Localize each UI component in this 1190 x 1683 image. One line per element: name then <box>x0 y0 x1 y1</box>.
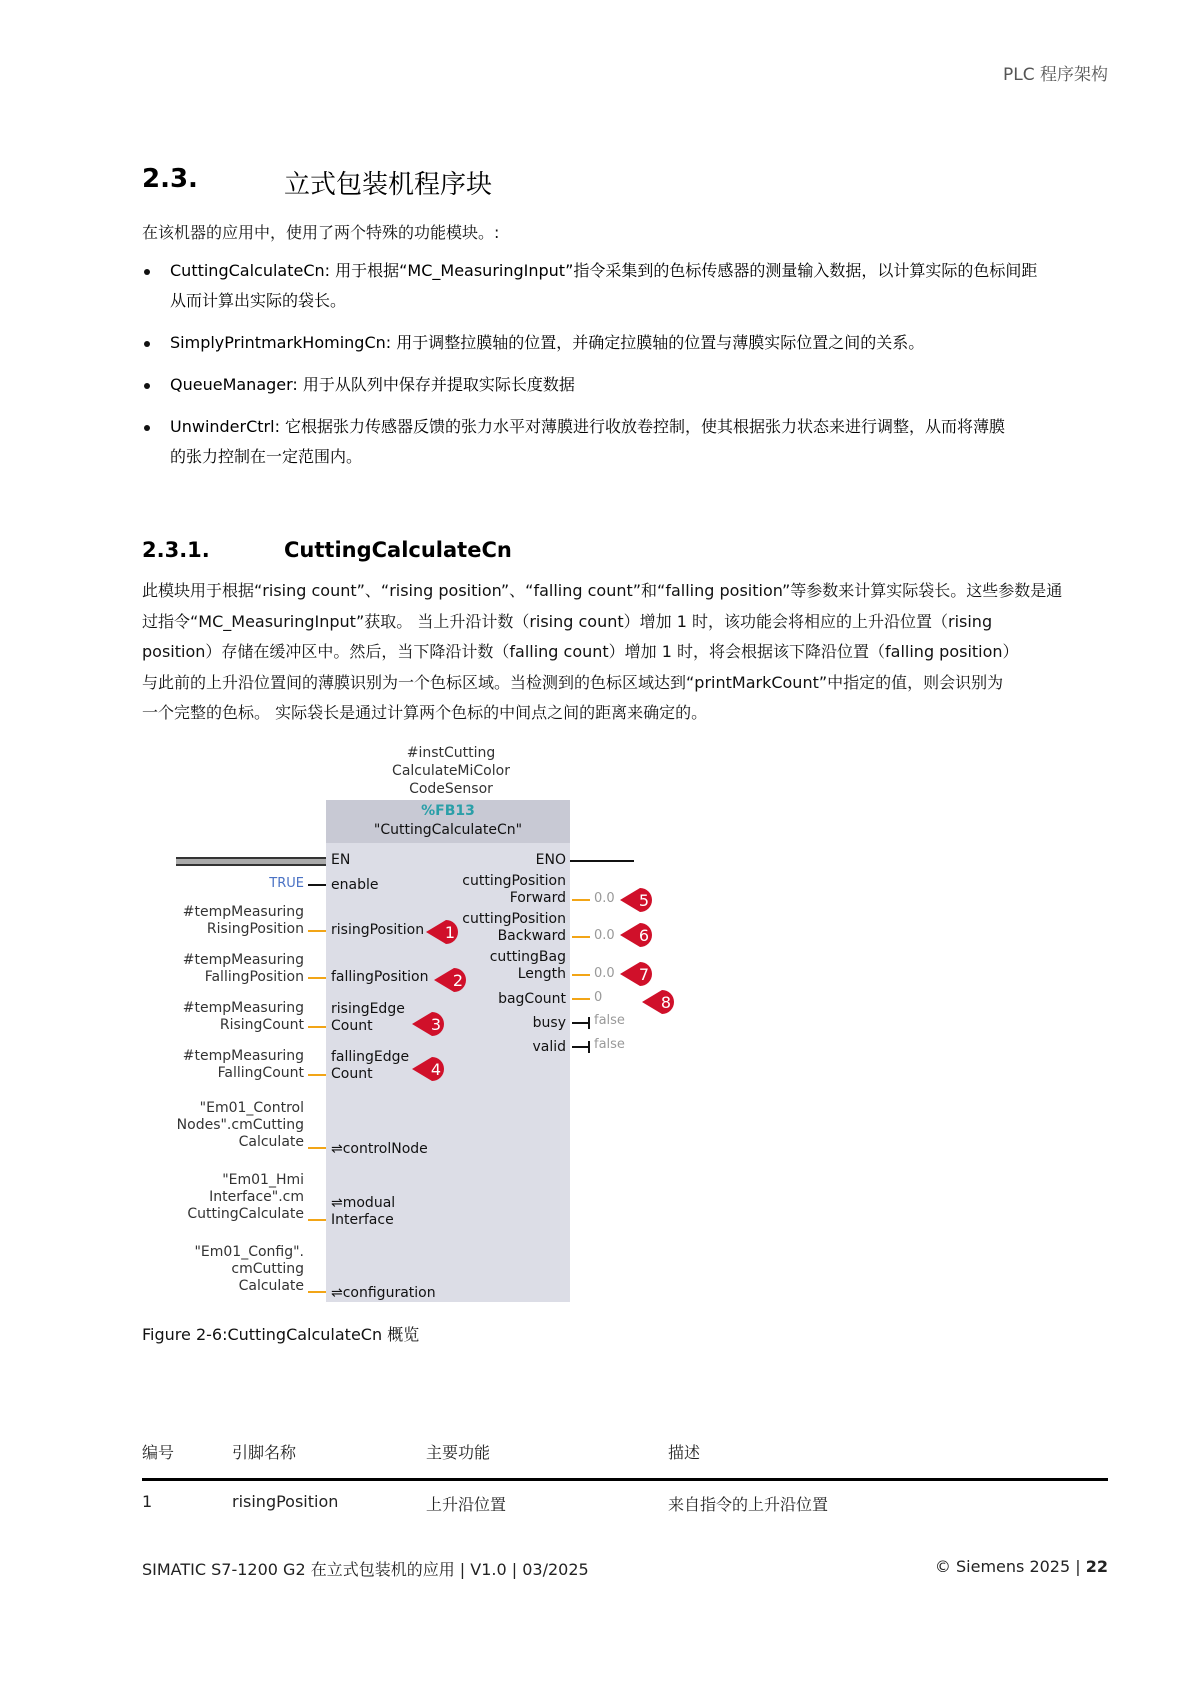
modualinterface-wire <box>308 1219 326 1221</box>
arg-line: "Em01_Hmi <box>222 1172 304 1188</box>
modualinterface-arg <box>150 1172 304 1223</box>
bagcount-wire <box>572 998 590 1000</box>
arg-line: Interface".cm <box>209 1189 304 1205</box>
callout-marker-6 <box>618 921 652 947</box>
risingedgecount-wire <box>308 1026 326 1028</box>
table-header-rule <box>142 1478 1108 1481</box>
cuttingpositionforward-wire <box>572 899 590 901</box>
footer-copyright <box>935 1557 1108 1576</box>
arg-line: FallingPosition <box>204 969 304 985</box>
controlnode-arg <box>150 1100 304 1151</box>
cuttingpositionbackward-value: 0.0 <box>594 928 615 943</box>
list-item-text: QueueManager: 用于从队列中保存并提取实际长度数据 <box>170 375 575 394</box>
pin-valid: valid <box>532 1039 566 1055</box>
paragraph-line: 一个完整的色标。 实际袋长是通过计算两个色标的中间点之间的距离来确定的。 <box>142 703 708 722</box>
fallingedgecount-wire <box>308 1074 326 1076</box>
valid-wire <box>572 1046 588 1048</box>
arg-line: Calculate <box>238 1278 304 1294</box>
cuttingbaglength-wire <box>572 974 590 976</box>
svg-text:8: 8 <box>660 993 672 1012</box>
fb-block-header <box>326 800 570 843</box>
bagcount-value: 0 <box>594 990 603 1005</box>
list-item-text: CuttingCalculateCn: 用于根据“MC_MeasuringInput”指令采集到的色标传感器的测量输入数据，以计算实际的色标间距 <box>170 261 1038 280</box>
list-item <box>142 256 1102 316</box>
pin-fallingedgecount <box>331 1049 409 1083</box>
arg-line: Calculate <box>238 1134 304 1150</box>
busy-wire-end <box>588 1017 590 1029</box>
pin-bagcount: bagCount <box>498 991 566 1007</box>
list-item <box>142 412 1102 472</box>
arg-line: CuttingCalculate <box>187 1206 304 1222</box>
configuration-arg <box>150 1244 304 1295</box>
pin-line: ⇌modual <box>331 1195 396 1211</box>
list-item-text-cont: 的张力控制在一定范围内。 <box>170 447 363 466</box>
cuttingbaglength-value: 0.0 <box>594 966 615 981</box>
subsection-number: 2.3.1. <box>142 538 210 562</box>
risingposition-arg <box>150 904 304 938</box>
arg-line: RisingCount <box>219 1017 304 1033</box>
paragraph-line: 此模块用于根据“rising count”、“rising position”、“falling count”和“falling position”等参数来计算实际袋长。这些参数是通 <box>142 581 1063 600</box>
list-item-text: SimplyPrintmarkHomingCn: 用于调整拉膜轴的位置，并确定拉膜轴的位置与薄膜实际位置之间的关系。 <box>170 333 925 352</box>
arg-line: RisingPosition <box>206 921 304 937</box>
pin-line: Forward <box>509 890 566 906</box>
pin-line: fallingEdge <box>331 1049 410 1065</box>
pin-line: cuttingPosition <box>462 873 566 889</box>
pin-risingedgecount <box>331 1001 405 1035</box>
arg-line: FallingCount <box>217 1065 304 1081</box>
pin-risingposition: risingPosition <box>331 922 425 938</box>
en-power-rail <box>176 857 326 866</box>
svg-text:6: 6 <box>638 926 650 945</box>
svg-text:1: 1 <box>444 923 456 942</box>
fb-name: "CuttingCalculateCn" <box>373 822 523 838</box>
pin-line: Count <box>331 1018 373 1034</box>
cuttingpositionbackward-wire <box>572 936 590 938</box>
arg-line: "Em01_Control <box>199 1100 304 1116</box>
table-cell-function: 上升沿位置 <box>426 1495 507 1514</box>
instance-line: #instCutting <box>406 745 496 761</box>
callout-marker-4 <box>410 1055 444 1081</box>
fallingedgecount-arg <box>150 1048 304 1082</box>
subsection-paragraph <box>142 576 1112 729</box>
table-header-pin-name: 引脚名称 <box>232 1443 297 1462</box>
running-header: PLC 程序架构 <box>1003 65 1108 85</box>
list-item-text-cont: 从而计算出实际的袋长。 <box>170 291 347 310</box>
fallingposition-arg <box>150 952 304 986</box>
arg-line: #tempMeasuring <box>182 1048 304 1064</box>
instance-line: CodeSensor <box>409 781 493 797</box>
pin-line: Backward <box>497 928 566 944</box>
cuttingpositionforward-value: 0.0 <box>594 891 615 906</box>
figure-caption: Figure 2-6:CuttingCalculateCn 概览 <box>142 1325 420 1344</box>
callout-marker-8 <box>640 988 674 1014</box>
pin-eno: ENO <box>535 852 566 868</box>
pin-en: EN <box>331 852 351 868</box>
table-cell-description: 来自指令的上升沿位置 <box>668 1495 829 1514</box>
pin-line: Length <box>517 966 566 982</box>
arg-line: #tempMeasuring <box>182 1000 304 1016</box>
subsection-title: CuttingCalculateCn <box>284 538 512 562</box>
callout-marker-1 <box>424 918 458 944</box>
pin-modualinterface <box>331 1195 395 1229</box>
controlnode-wire <box>308 1147 326 1149</box>
section-number: 2.3. <box>142 164 198 194</box>
list-item <box>142 328 1102 358</box>
table-header-function: 主要功能 <box>426 1443 491 1462</box>
section-intro: 在该机器的应用中，使用了两个特殊的功能模块。: <box>142 223 500 242</box>
svg-text:3: 3 <box>430 1015 442 1034</box>
arg-line: #tempMeasuring <box>182 904 304 920</box>
pin-cuttingpositionforward <box>440 873 566 907</box>
table-header-number: 编号 <box>142 1443 175 1462</box>
risingedgecount-arg <box>150 1000 304 1034</box>
pin-busy: busy <box>532 1015 566 1031</box>
callout-marker-3 <box>410 1010 444 1036</box>
pin-line: cuttingPosition <box>462 911 566 927</box>
svg-text:4: 4 <box>430 1060 442 1079</box>
callout-marker-5 <box>618 886 652 912</box>
arg-line: "Em01_Config". <box>194 1244 304 1260</box>
fallingposition-wire <box>308 977 326 979</box>
enable-arg: TRUE <box>269 876 304 891</box>
svg-text:5: 5 <box>638 891 650 910</box>
valid-wire-end <box>588 1041 590 1053</box>
pin-line: cuttingBag <box>489 949 566 965</box>
callout-marker-7 <box>618 960 652 986</box>
module-list <box>142 256 1102 484</box>
pin-line: risingEdge <box>331 1001 405 1017</box>
paragraph-line: position）存储在缓冲区中。然后，当下降沿计数（falling count）增加 1 时，将会根据该下降沿位置（falling position） <box>142 642 1019 661</box>
eno-wire <box>570 860 634 862</box>
instance-line: CalculateMiColor <box>392 763 510 779</box>
footer-document-info: SIMATIC S7-1200 G2 在立式包装机的应用 | V1.0 | 03/2025 <box>142 1560 589 1579</box>
table-cell-pin-name: risingPosition <box>232 1492 339 1511</box>
list-item-text: UnwinderCtrl: 它根据张力传感器反馈的张力水平对薄膜进行收放卷控制，使其根据张力状态来进行调整，从而将薄膜 <box>170 417 1006 436</box>
arg-line: Nodes".cmCutting <box>176 1117 304 1133</box>
section-title: 立式包装机程序块 <box>284 170 493 200</box>
svg-text:7: 7 <box>638 965 650 984</box>
pin-configuration: ⇌configuration <box>331 1285 436 1301</box>
table-header-description: 描述 <box>668 1443 701 1462</box>
valid-value: false <box>594 1037 625 1052</box>
enable-wire <box>308 884 326 886</box>
busy-value: false <box>594 1013 625 1028</box>
svg-text:2: 2 <box>452 971 464 990</box>
risingposition-wire <box>308 930 326 932</box>
arg-line: #tempMeasuring <box>182 952 304 968</box>
pin-line: Count <box>331 1066 373 1082</box>
callout-marker-2 <box>432 966 466 992</box>
paragraph-line: 与此前的上升沿位置间的薄膜识别为一个色标区域。当检测到的色标区域达到“printMarkCount”中指定的值，则会识别为 <box>142 672 1004 692</box>
configuration-wire <box>308 1291 326 1293</box>
pin-enable: enable <box>331 877 379 893</box>
fb-number: %FB13 <box>421 803 475 819</box>
list-item <box>142 370 1102 400</box>
paragraph-line: 过指令“MC_MeasuringInput”获取。 当上升沿计数（rising count）增加 1 时，该功能会将相应的上升沿位置（rising <box>142 611 993 631</box>
table-cell-number: 1 <box>142 1492 153 1511</box>
pin-fallingposition: fallingPosition <box>331 969 429 985</box>
copyright-text: © Siemens 2025 | <box>934 1557 1086 1576</box>
busy-wire <box>572 1022 588 1024</box>
pin-line: Interface <box>331 1212 394 1228</box>
instance-name <box>376 744 526 798</box>
pin-controlnode: ⇌controlNode <box>331 1141 428 1157</box>
arg-line: cmCutting <box>231 1261 304 1277</box>
page-number: 22 <box>1085 1557 1108 1576</box>
